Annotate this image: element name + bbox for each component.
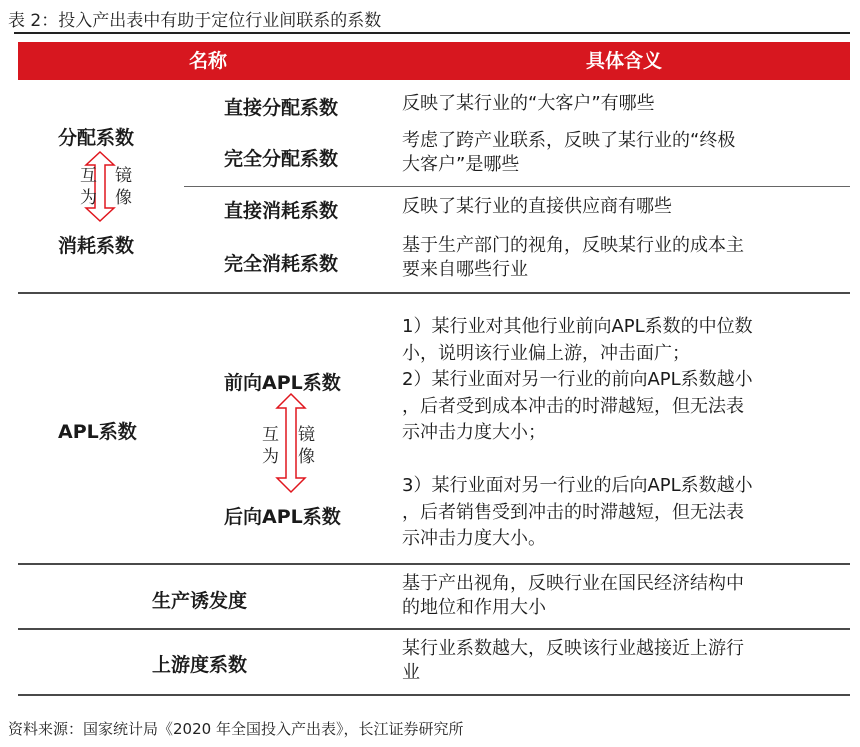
row-name: 完全消耗系数 [224, 253, 339, 275]
mirror-char-wei: 为 [80, 188, 97, 208]
mirror-char-hu: 互 [262, 425, 279, 445]
apl-forward-label: 前向APL系数 [224, 372, 341, 394]
mirror-char-hu: 互 [80, 166, 97, 186]
group1-top-label: 分配系数 [58, 127, 135, 149]
caption-rule [14, 32, 850, 34]
apl-label: APL系数 [58, 421, 137, 443]
row-desc: 反映了某行业的“大客户”有哪些 [402, 93, 655, 114]
mirror-char-jing: 镜 [298, 425, 315, 445]
section-divider [18, 563, 850, 565]
mirror-char-jing: 镜 [115, 166, 132, 186]
source-note: 资料来源：国家统计局《2020 年全国投入产出表》，长江证券研究所 [8, 720, 464, 738]
row-desc: 反映了某行业的直接供应商有哪些 [402, 196, 672, 217]
row-divider [184, 186, 850, 187]
mirror-char-xiang: 像 [298, 447, 315, 467]
table-bottom-rule [18, 694, 850, 696]
apl-backward-label: 后向APL系数 [224, 506, 341, 528]
row-name-induce: 生产诱发度 [152, 590, 248, 612]
table-caption: 表 2：投入产出表中有助于定位行业间联系的系数 [8, 11, 382, 31]
row-name: 完全分配系数 [224, 148, 339, 170]
row-name-upstream: 上游度系数 [152, 654, 248, 676]
section-divider [18, 292, 850, 294]
row-name: 直接分配系数 [224, 97, 339, 119]
mirror-char-xiang: 像 [115, 188, 132, 208]
row-desc: 基于生产部门的视角，反映某行业的成本主 要来自哪些行业 [402, 235, 744, 280]
row-desc-upstream: 某行业系数越大，反映该行业越接近上游行 业 [402, 638, 744, 683]
header-meaning: 具体含义 [585, 50, 662, 72]
group1-bottom-label: 消耗系数 [58, 235, 135, 257]
row-name: 直接消耗系数 [224, 200, 339, 222]
apl-desc: 1）某行业对其他行业前向APL系数的中位数 小，说明该行业偏上游，冲击面广； 2）某行业面对另一行业的前向APL系数越小 ，后者受到成本冲击的时滞越短，但无法表 示冲击力度大小； 3）某行业面对另一行业的后向APL系数越小 ，后者销售受到冲击的时滞越短，但无法表 示冲击力度大小。 [402, 316, 753, 550]
mirror-char-wei: 为 [262, 447, 279, 467]
mirror-arrow-icon [84, 150, 116, 224]
row-desc-induce: 基于产出视角，反映行业在国民经济结构中 的地位和作用大小 [402, 573, 744, 618]
section-divider [18, 628, 850, 630]
row-desc: 考虑了跨产业联系，反映了某行业的“终极 大客户”是哪些 [402, 130, 736, 175]
header-name: 名称 [188, 50, 227, 72]
